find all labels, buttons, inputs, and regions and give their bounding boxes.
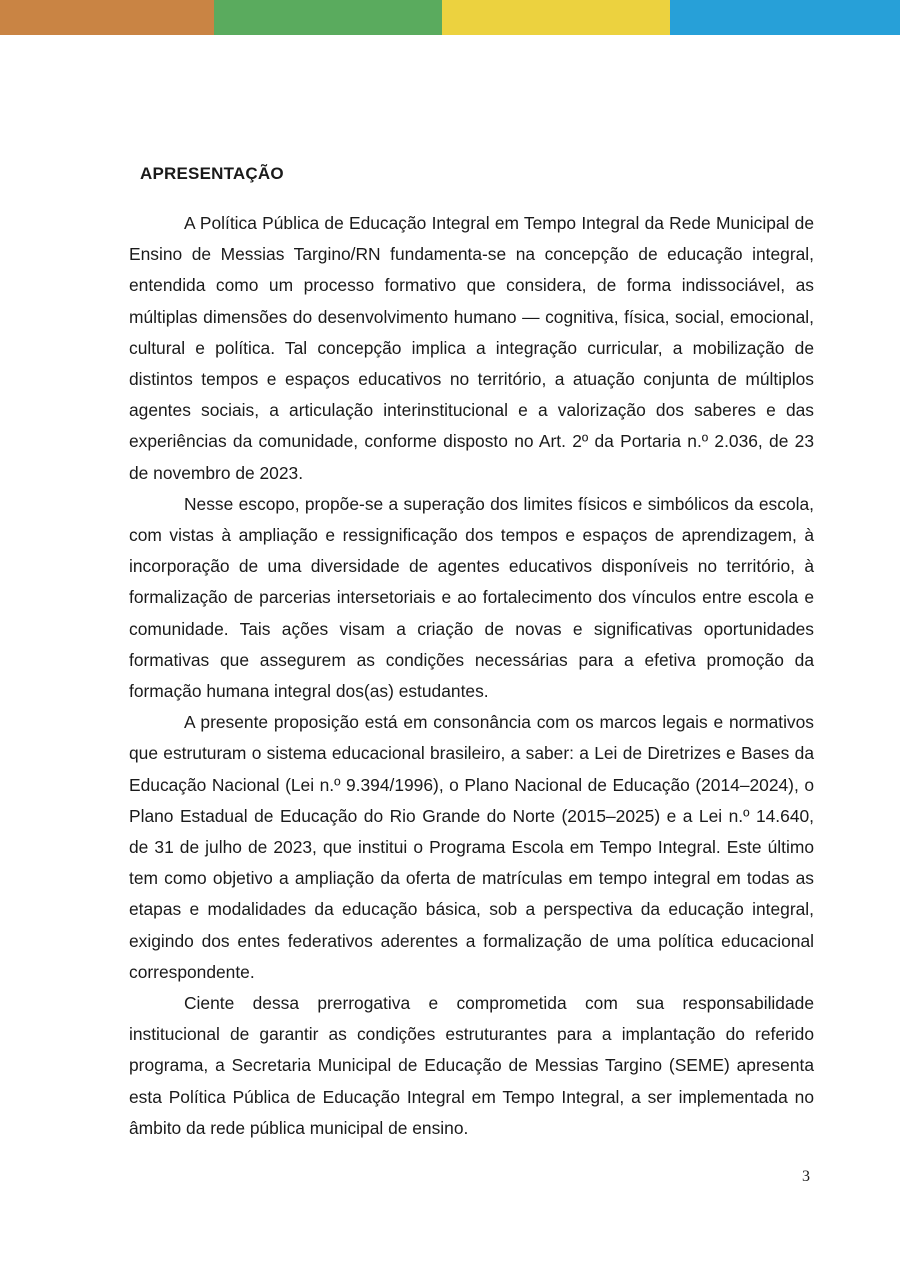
- color-bar-segment-yellow: [442, 0, 670, 35]
- section-heading: APRESENTAÇÃO: [140, 164, 284, 183]
- page-number: 3: [802, 1168, 810, 1185]
- color-bar-segment-orange: [0, 0, 214, 35]
- document-body: [129, 208, 814, 1144]
- paragraph-3: A presente proposição está em consonância com os marcos legais e normativos que estruturam o sistema educacional brasileiro, a saber: a Lei de Diretrizes e Bases da Educação Nacional (Lei n.º 9.394/1996), o Plano Nacional de Educação (2014–2024), o Plano Estadual de Educação do Rio Grande do Norte (2015–2025) e a Lei n.º 14.640, de 31 de julho de 2023, que institui o Programa Escola em Tempo Integral. Este último tem como objetivo a ampliação da oferta de matrículas em tempo integral em todas as etapas e modalidades da educação básica, sob a perspectiva da educação integral, exigindo dos entes federativos aderentes a formalização de uma política educacional correspondente.: [129, 712, 814, 982]
- color-bar-segment-blue: [670, 0, 900, 35]
- paragraph-4: Ciente dessa prerrogativa e comprometida com sua responsabilidade institucional de garantir as condições estruturantes para a implantação do referido programa, a Secretaria Municipal de Educação de Messias Targino (SEME) apresenta esta Política Pública de Educação Integral em Tempo Integral, a ser implementada no âmbito da rede pública municipal de ensino.: [129, 993, 814, 1138]
- paragraph-1: A Política Pública de Educação Integral em Tempo Integral da Rede Municipal de Ensino de Messias Targino/RN fundamenta-se na concepção de educação integral, entendida como um processo formativo que considera, de forma indissociável, as múltiplas dimensões do desenvolvimento humano — cognitiva, física, social, emocional, cultural e política. Tal concepção implica a integração curricular, a mobilização de distintos tempos e espaços educativos no território, a atuação conjunta de múltiplos agentes sociais, a articulação interinstitucional e a valorização dos saberes e das experiências da comunidade, conforme disposto no Art. 2º da Portaria n.º 2.036, de 23 de novembro de 2023.: [129, 213, 814, 483]
- header-color-bar: [0, 0, 900, 35]
- paragraph-2: Nesse escopo, propõe-se a superação dos limites físicos e simbólicos da escola, com vistas à ampliação e ressignificação dos tempos e espaços de aprendizagem, à incorporação de uma diversidade de agentes educativos disponíveis no território, à formalização de parcerias intersetoriais e ao fortalecimento dos vínculos entre escola e comunidade. Tais ações visam a criação de novas e significativas oportunidades formativas que assegurem as condições necessárias para a efetiva promoção da formação humana integral dos(as) estudantes.: [129, 493, 814, 702]
- color-bar-segment-green: [214, 0, 442, 35]
